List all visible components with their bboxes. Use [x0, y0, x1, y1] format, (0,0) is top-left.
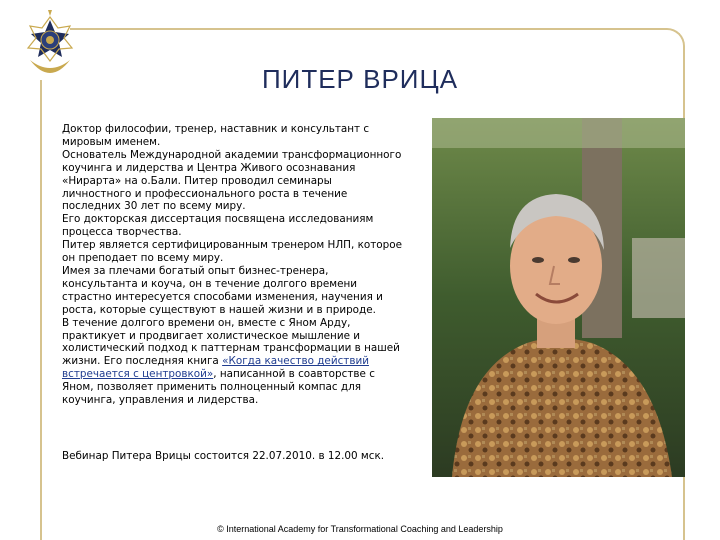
bio-line: роста, которые существуют в нашей жизни и в природе. — [62, 303, 376, 316]
portrait-photo — [432, 118, 685, 477]
book-line-prefix: жизни. Его последняя книга — [62, 355, 223, 368]
bio-line: последних 30 лет по всему миру. — [62, 200, 246, 213]
portrait-illustration — [432, 118, 685, 477]
book-line-suffix: , написанной в соавторстве с — [213, 368, 375, 381]
bio-line: В течение долгого времени он, вместе с Яном Арду, — [62, 316, 351, 329]
book-link[interactable]: «Когда качество действий — [222, 355, 369, 368]
bio-line-book-2 — [62, 368, 414, 381]
bio-text — [62, 123, 414, 407]
bio-line: Доктор философии, тренер, наставник и консультант с — [62, 123, 370, 135]
bio-line: холистический подход к паттернам трансформации в нашей — [62, 342, 400, 355]
bio-line: Яном, позволяет применить полноценный компас для — [62, 381, 361, 394]
bio-line: личностного и профессионального роста в течение — [62, 187, 348, 200]
bio-line: коучинга и лидерства и Центра Живого осознавания — [62, 161, 356, 174]
bio-line: коучинга, управления и лидерства. — [62, 394, 259, 407]
bio-line: Его докторская диссертация посвящена исследованиям — [62, 213, 374, 226]
bio-line: мировым именем. — [62, 135, 161, 148]
book-link-continued[interactable]: встречается с центровкой» — [62, 368, 214, 381]
bio-line: страстно интересуется способами изменения, научения и — [62, 290, 383, 303]
bio-line: он преподает по всему миру. — [62, 252, 224, 265]
bio-line: «Нирарта» на о.Бали. Питер проводил семинары — [62, 174, 332, 187]
bio-line: консультанта и коуча, он в течение долгого времени — [62, 277, 358, 290]
bio-line: Основатель Международной академии трансформационного — [62, 148, 402, 161]
bio-line-book — [62, 355, 414, 368]
bio-line: практикует и продвигает холистическое мышление и — [62, 329, 361, 342]
bio-line: процесса творчества. — [62, 226, 182, 239]
page-title: ПИТЕР ВРИЦА — [261, 64, 459, 94]
bio-line: Питер является сертифицированным тренером НЛП, которое — [62, 239, 402, 252]
bio-line: Имея за плечами богатый опыт бизнес-тренера, — [62, 264, 329, 277]
webinar-announcement: Вебинар Питера Врицы состоится 22.07.2010. в 12.00 мск. — [62, 450, 385, 462]
footer-copyright: © International Academy for Transformational Coaching and Leadership — [217, 524, 503, 534]
